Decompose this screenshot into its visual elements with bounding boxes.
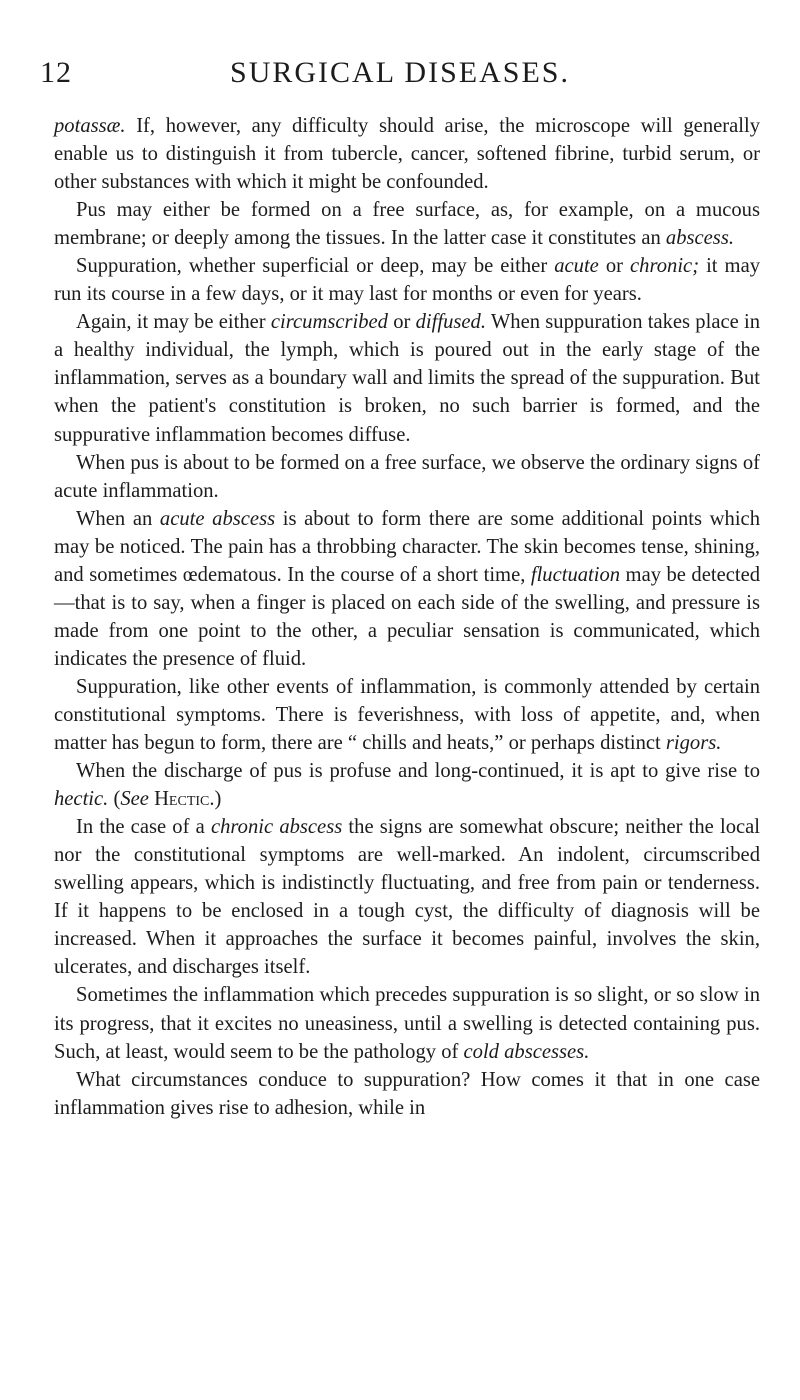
text-run: When pus is about to be formed on a free surface, we observe the ordinary signs of acute inflammation.: [54, 451, 760, 502]
text-run: If, however, any difficulty should arise, the microscope will generally enable us to distinguish it from tubercle, cancer, softened fibrine, turbid serum, or other substances with which it might be confounded.: [54, 115, 760, 194]
text-run: is about to form there are some additional points which may be noticed. The pain has a throbbing character. The skin becomes tense, shining, and sometimes œdematous. In the course of a short time,: [54, 507, 760, 586]
text-run: (: [108, 788, 121, 811]
italic-text: chronic;: [630, 255, 700, 278]
paragraph: [54, 1066, 760, 1122]
paragraph: [54, 813, 760, 981]
text-run: it may run its course in a few days, or it may last for months or even for years.: [54, 255, 761, 306]
italic-text: potassæ.: [54, 115, 126, 137]
paragraph: [54, 308, 760, 448]
text-run: When an: [76, 507, 160, 530]
text-run: In the case of a: [76, 816, 211, 839]
text-run: Suppuration, whether superficial or deep, may be either: [76, 255, 555, 278]
text-run: When suppuration takes place in a healthy individual, the lymph, which is poured out in the early stage of the inflammation, serves as a boundary wall and limits the spread of the suppuration. But when the patient's constitution is broken, no such barrier is formed, and the suppurative inflammation becomes diffuse.: [54, 311, 761, 446]
text-run: What circumstances conduce to suppuration? How comes it that in one case inflammation gives rise to adhesion, while in: [54, 1068, 760, 1119]
italic-text: cold abscesses.: [463, 1040, 590, 1063]
text-run: Again, it may be either: [76, 311, 271, 334]
italic-text: diffused.: [415, 311, 486, 334]
paragraph: [54, 252, 760, 308]
paragraph: [54, 505, 760, 673]
italic-text: circumscribed: [270, 311, 388, 334]
small-caps-text: Hectic: [154, 788, 210, 811]
italic-text: acute: [554, 255, 599, 278]
italic-text: acute abscess: [159, 507, 276, 530]
text-run: may be detected—that is to say, when a finger is placed on each side of the swelling, and pressure is made from one point to the other, a peculiar sensation is communicated, which indicates the presence of fluid.: [54, 563, 761, 670]
italic-text: chronic abscess: [210, 816, 343, 839]
text-run: .): [209, 788, 222, 811]
text-run: or: [387, 311, 416, 334]
paragraph: [54, 112, 760, 196]
paragraph: [54, 757, 760, 813]
italic-text: abscess.: [665, 227, 734, 250]
italic-text: See: [120, 788, 149, 811]
paragraph: [54, 449, 760, 505]
page-number: 12: [40, 56, 72, 89]
text-run: the signs are somewhat obscure; neither the local nor the constitutional symptoms are well-marked. An indolent, circumscribed swelling appears, which is indistinctly fluctuating, and free from pain or tenderness. If it happens to be enclosed in a tough cyst, the difficulty of diagnosis will be increased. When it approaches the surface it becomes painful, involves the skin, ulcerates, and discharges itself.: [54, 816, 760, 979]
text-run: Sometimes the inflammation which precedes suppuration is so slight, or so slow in its progress, that it excites no uneasiness, until a swelling is detected containing pus. Such, at least, would seem to be the pathology of: [54, 984, 760, 1063]
paragraph: [54, 981, 760, 1065]
running-head: SURGICAL DISEASES.: [230, 56, 570, 89]
italic-text: rigors.: [665, 732, 722, 755]
italic-text: hectic.: [54, 788, 109, 811]
text-run: When the discharge of pus is profuse and long-continued, it is apt to give rise to: [76, 760, 760, 783]
paragraph: [54, 673, 760, 757]
paragraph: [54, 196, 760, 252]
body-text: [54, 112, 760, 1122]
italic-text: fluctuation: [530, 563, 621, 586]
text-run: Pus may either be formed on a free surface, as, for example, on a mucous membrane; or deeply among the tissues. In the latter case it constitutes an: [54, 199, 760, 250]
text-run: Suppuration, like other events of inflammation, is commonly attended by certain constitutional symptoms. There is feverishness, with loss of appetite, and, when matter has begun to form, there are “ chills and heats,” or perhaps distinct: [54, 675, 760, 755]
text-run: or: [598, 255, 631, 278]
